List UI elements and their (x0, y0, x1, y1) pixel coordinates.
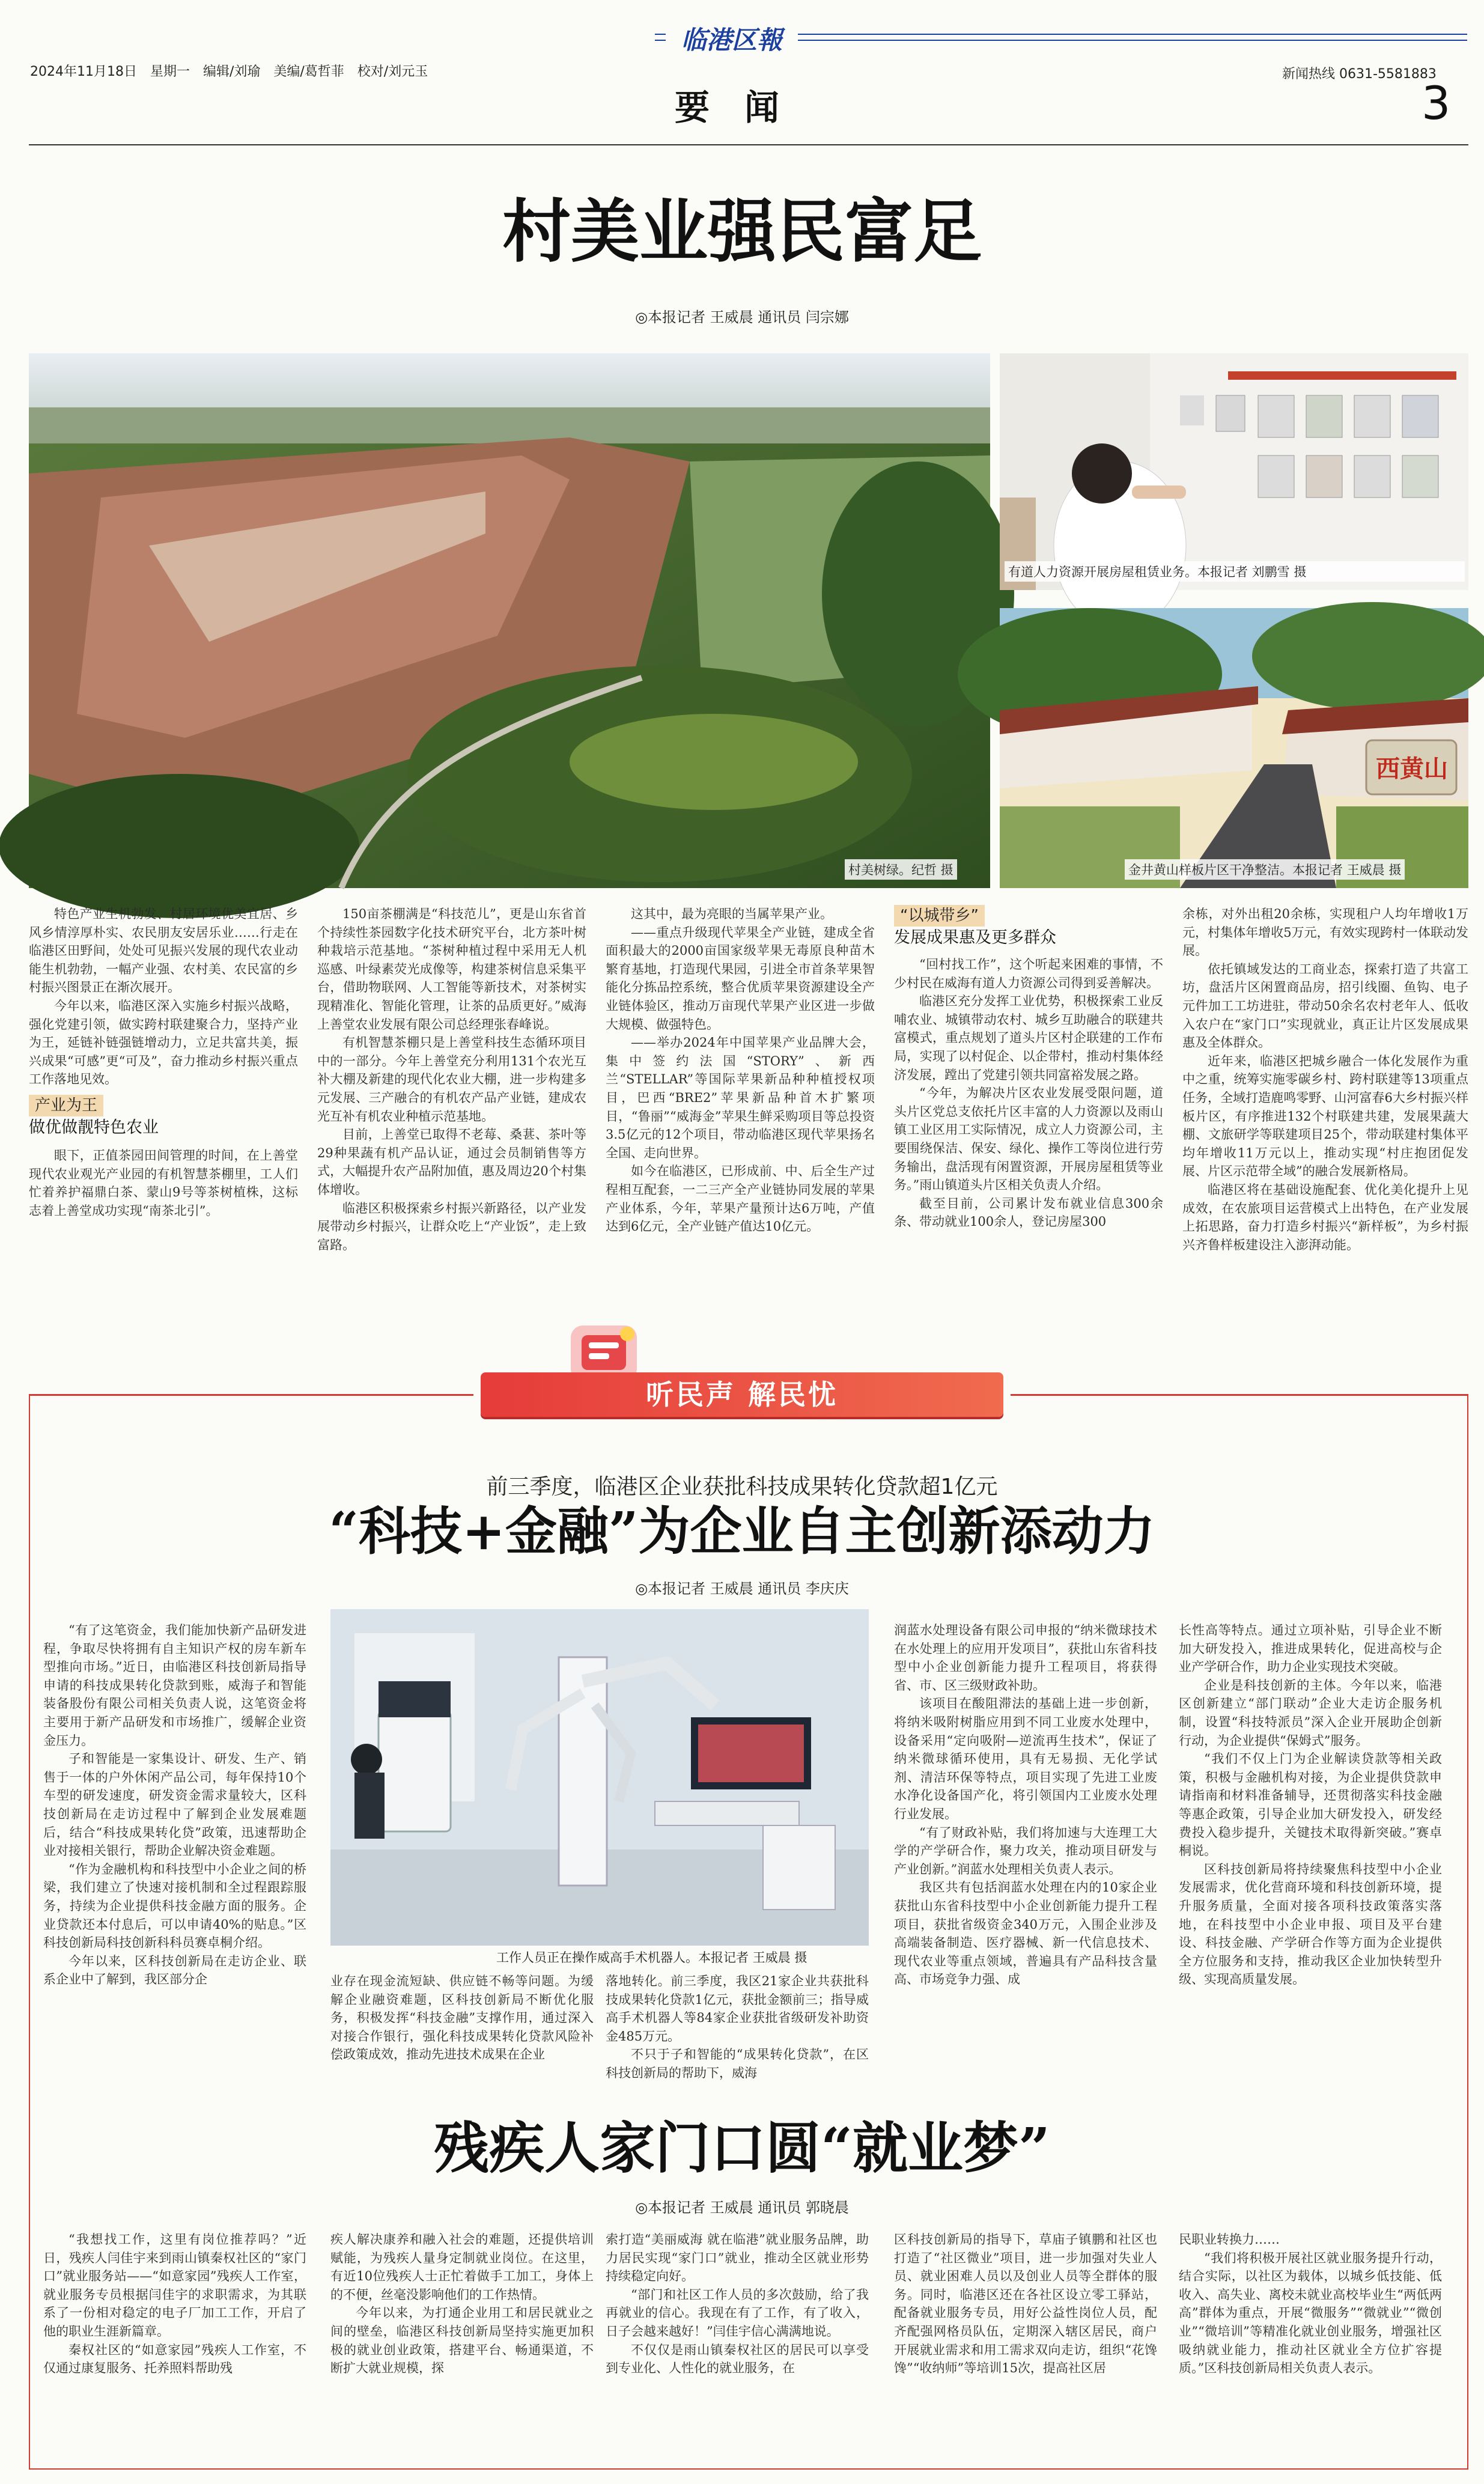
photo-huangshan-caption: 金井黄山样板片区干净整洁。本报记者 王威晨 摄 (1125, 859, 1405, 880)
article2-paragraph: “我们不仅上门为企业解读贷款等相关政策，积极与金融机构对接，为企业提供贷款申请指南和材料准备辅导，还贯彻落实科技金融等惠企政策，引导企业加大研发投入，研发经费投入稳步提升，关键技术取得新突破。”赛卓桐说。 (1179, 1752, 1442, 1858)
article1-paragraph: “回村找工作”，这个听起来困难的事情，不少村民在威海有道人力资源公司得到妥善解决。 (894, 957, 1163, 990)
article2-paragraph: 区科技创新局将持续聚焦科技型中小企业发展需求，优化营商环境和科技创新环境，提升服务质量，全面对接各项科技政策落实落地，在科技型中小企业申报、项目及平台建设、科技金融、产学研合作等方面为企业提供全方位服务和支持，推动我区企业加快转型升级、实现高质量发展。 (1179, 1861, 1442, 1987)
article1-paragraph: 眼下，正值茶园田间管理的时间，在上善堂现代农业观光产业园的有机智慧茶棚里，工人们忙着养护福鼎白茶、蒙山9号等茶树植株，这标志着上善堂成功实现“南茶北引”。 (29, 1148, 298, 1218)
article1-column-5 (1182, 905, 1468, 1374)
banner-divider-left (29, 1394, 473, 1396)
article1-paragraph: 150亩茶棚满是“科技范儿”，更是山东省首个持续性茶园数字化技术研究平台，北方茶叶树种栽培示范基地。“茶树种植过程中采用无人机巡感、叶绿素荧光成像等，构建茶树信息采集平台，借助物联网、人工智能等新技术，对茶树实现精准化、智能化管理，让茶的品质更好。”威海上善堂农业发展有限公司总经理张春峰说。 (317, 907, 586, 1032)
article2-column-3 (606, 1972, 869, 2080)
article3-paragraph: 区科技创新局的指导下，草庙子镇鹏和社区也打造了“社区微业”项目，进一步加强对失业人员、就业困难人员以及创业人员等全群体的服务。同时，临港区还在各社区设立零工驿站，配备就业服务专员，用好公益性岗位人员，配齐配强网格员队伍，定期深入辖区居民，商户开展就业需求和用工需求双向走访，组织“花馋馋”“收纳师”等培训15次，提高社区居 (894, 2232, 1157, 2376)
photo-hr-office-caption: 有道人力资源开展房屋租赁业务。本报记者 刘鹏雪 摄 (1005, 561, 1465, 582)
news-hotline: 新闻热线 0631-5581883 (1282, 67, 1437, 82)
article2-paragraph: 业存在现金流短缺、供应链不畅等问题。为缓解企业融资难题，区科技创新局不断优化服务，积极发挥“科技金融”支撑作用，通过深入对接合作银行，强化科技成果转化贷款风险补偿政策成效，推动先进技术成果在企业 (330, 1974, 594, 2062)
masthead-logo: 临港区報 (666, 20, 798, 54)
photo-surgical-robot-caption: 工作人员正在操作威高手术机器人。本报记者 王威晨 摄 (496, 1950, 807, 1965)
subhead-urban-rural (894, 905, 1163, 949)
photo-surgical-robot (330, 1609, 869, 1946)
article2-column-5 (1179, 1621, 1442, 2038)
article2-paragraph: 落地转化。前三季度，我区21家企业共获批科技成果转化贷款1亿元，获批金额前三；指导威高手术机器人等84家企业获批省级研发补助资金485万元。 (606, 1974, 869, 2044)
article2-byline: ◎本报记者 王威晨 通讯员 李庆庆 (635, 1580, 849, 1597)
article1-column-3 (606, 905, 875, 1374)
article2-paragraph: “有了财政补贴，我们将加速与大连理工大学的产学研合作，聚力攻关，推动项目研发与产业创新。”润蓝水处理相关负责人表示。 (894, 1825, 1157, 1877)
photo-huangshan-village (1000, 608, 1468, 888)
article2-paragraph: 润蓝水处理设备有限公司申报的“纳米微球技术在水处理上的应用开发项目”，获批山东省科技型中小企业创新能力提升工程项目，将获得省、市、区三级财政补助。 (894, 1623, 1157, 1693)
article2-paragraph: 企业是科技创新的主体。今年以来，临港区创新建立“部门联动”企业大走访企服务机制，设置“科技特派员”深入企业开展助企创新行动，为企业提供“保姆式”服务。 (1179, 1678, 1442, 1748)
article3-paragraph: “我们将积极开展社区就业服务提升行动，结合实际，以社区为载体，以城乡低技能、低收入、高失业、离校未就业高校毕业生“两低两高”群体为重点，开展“微服务”“微就业”“微创业”“微培训”等精准化就业创业服务，增强社区吸纳就业能力，推动社区就业全方位扩容提质。”区科技创新局相关负责人表示。 (1179, 2250, 1442, 2376)
article2-column-2 (330, 1972, 594, 2062)
article1-column-2 (317, 905, 586, 1374)
subhead-urban-rural-title: 发展成果惠及更多群众 (894, 928, 1056, 947)
article1-paragraph: ——举办2024年中国苹果产业品牌大会，集中签约法国“STORY”、新西兰“STELLAR”等国际苹果新品种种植授权项目，巴西“BRE2”苹果新品种首木扩繁项目，“鲁丽”“威海金”苹果生鲜采购项目等总投资3.5亿元的12个项目，带动临港区现代苹果扬名全国、走向世界。 (606, 1035, 875, 1160)
header-rule (29, 144, 1468, 145)
article1-column-4 (894, 905, 1163, 1374)
article3-paragraph: 不仅仅是雨山镇秦权社区的居民可以享受到专业化、人性化的就业服务，在 (606, 2342, 869, 2376)
article2-paragraph: 不只于子和智能的“成果转化贷款”，在区科技创新局的帮助下，威海 (606, 2047, 869, 2080)
article3-column-3 (606, 2230, 869, 2465)
article1-paragraph: 临港区将在基础设施配套、优化美化提升上见成效，在农旅项目运营模式上出特色，在产业发展上拓思路，奋力打造乡村振兴“新样板”，为乡村振兴齐鲁样板建设注入澎湃动能。 (1182, 1182, 1468, 1252)
article3-paragraph: “部门和社区工作人员的多次鼓励，给了我再就业的信心。我现在有了工作，有了收入，日子会越来越好！”闫佳宇信心满满地说。 (606, 2287, 869, 2339)
article3-column-2 (330, 2230, 594, 2465)
article2-title: “科技+金融”为企业自主创新添动力 (329, 1501, 1155, 1562)
section-title: 要 闻 (674, 87, 779, 128)
subhead-industry-title: 做优做靓特色农业 (29, 1118, 159, 1137)
subhead-industry-tag: 产业为王 (29, 1095, 103, 1116)
article1-paragraph: 这其中，最为亮眼的当属苹果产业。 (631, 907, 833, 921)
article3-title: 残疾人家门口圆“就业梦” (434, 2116, 1050, 2181)
article1-paragraph: 有机智慧茶棚只是上善堂科技生态循环项目中的一部分。今年上善堂充分利用131个农光互补大棚及新建的现代化农业大棚，进一步构建多元发展、三产融合的有机农产品产业链，建成农光互补有机农业种植示范基地。 (317, 1035, 586, 1124)
photo-village-aerial-caption: 村美树绿。纪哲 摄 (845, 859, 957, 880)
article3-byline: ◎本报记者 王威晨 通讯员 郭晓晨 (635, 2199, 849, 2216)
photo-hr-office (1000, 353, 1468, 590)
date-line: 2024年11月18日 星期一 编辑/刘瑜 美编/葛哲菲 校对/刘元玉 (30, 64, 428, 79)
article1-paragraph: 如今在临港区，已形成前、中、后全生产过程相互配套，一二三产全产业链协同发展的苹果产业体系，今年，苹果产量预计达6万吨，产值达到6亿元，全产业链产值达10亿元。 (606, 1164, 875, 1234)
page-number: 3 (1422, 76, 1451, 130)
article3-paragraph: 疾人解决康养和融入社会的难题，还提供培训赋能，为残疾人量身定制就业岗位。在这里，有近10位残疾人士正忙着做手工加工，身体上的不便，丝毫没影响他们的工作热情。 (330, 2232, 594, 2302)
article1-paragraph: ——重点升级现代苹果全产业链，建成全省面积最大的2000亩国家级苹果无毒原良种苗木繁育基地，打造现代果园，引进全市首条苹果智能化分拣品控系统，整合优质苹果资源建设全产业链体验区，推动万亩现代苹果产业区进一步做大规模、做强特色。 (606, 925, 875, 1032)
article2-paragraph: “作为金融机构和科技型中小企业之间的桥梁，我们建立了快速对接机制和全过程跟踪服务，持续为企业提供科技金融方面的服务。企业贷款还本付息后，可以申请40%的贴息。”区科技创新局科技创新科科员赛卓桐介绍。 (43, 1861, 306, 1950)
article2-paragraph: “有了这笔资金，我们能加快新产品研发进程，争取尽快将拥有自主知识产权的房车新车型推向市场。”近日，由临港区科技创新局指导申请的科技成果转化贷款到账，威海子和智能装备股份有限公司相关负责人说，这笔资金将主要用于新产品研发和市场推广，缓解企业资金压力。 (43, 1623, 306, 1748)
article1-paragraph: 特色产业生机勃发、村居环境优美宜居、乡风乡情淳厚朴实、农民朋友安居乐业……行走在临港区田野间，处处可见振兴发展的现代农业动能生机勃勃，一幅产业强、农村美、农民富的乡村振兴图景正在渐次展开。 (29, 907, 298, 995)
article2-paragraph: 今年以来，区科技创新局在走访企业、联系企业中了解到，我区部分企 (43, 1953, 306, 1987)
article1-paragraph: 今年以来，临港区深入实施乡村振兴战略，强化党建引领，做实跨村联建聚合力，坚持产业为王，延链补链强链增动力，立足共富共美，振兴成果“可感”更“可及”，奋力推动乡村振兴重点工作落地见效。 (29, 998, 298, 1087)
article3-column-1 (43, 2230, 306, 2465)
article3-paragraph: “我想找工作，这里有岗位推荐吗？”近日，残疾人闫佳宇来到雨山镇秦权社区的“家门口”就业服务站——“如意家园”残疾人工作室，就业服务专员根据闫佳宇的求职需求，为其联系了一份相对稳定的电子厂加工工作，开启了他的职业生涯新篇章。 (43, 2232, 306, 2339)
article3-paragraph: 今年以来，为打通企业用工和居民就业之间的壁垒，临港区科技创新局坚持实施更加积极的就业创业政策，搭建平台、畅通渠道，不断扩大就业规模，探 (330, 2306, 594, 2376)
article2-kicker: 前三季度，临港区企业获批科技成果转化贷款超1亿元 (486, 1475, 998, 1499)
article2-paragraph: 我区共有包括润蓝水处理在内的10家企业获批山东省科技型中小企业创新能力提升工程项目，获批省级资金340万元，入围企业涉及高端装备制造、医疗器械、新一代信息技术、现代农业等重点领域，普遍具有产品科技含量高、市场竞争力强、成 (894, 1880, 1157, 1987)
article2-column-1 (43, 1621, 306, 2038)
article1-paragraph: 目前，上善堂已取得不老莓、桑葚、茶叶等29种果蔬有机产品认证，通过会员制销售等方式，大幅提升农产品附加值，惠及周边20个村集体增收。 (317, 1127, 586, 1197)
article1-paragraph: 截至目前，公司累计发布就业信息300余条、带动就业100余人，登记房屋300 (894, 1196, 1163, 1229)
article2-paragraph: 该项目在酸阻滞法的基础上进一步创新，将纳米吸附树脂应用到不同工业废水处理中，设备采用“定向吸附—逆流再生技术”，保证了纳米微球循环使用，具有无易损、无化学试剂、清洁环保等特点，项目实现了先进工业废水净化设备国产化，将引领国内工业废水处理行业发展。 (894, 1696, 1157, 1821)
banner-label: 听民声 解民忧 (645, 1378, 838, 1411)
article3-paragraph: 索打造“美丽威海 就在临港”就业服务品牌，助力居民实现“家门口”就业，推动全区就业形势持续稳定向好。 (606, 2232, 869, 2284)
banner-label-box (481, 1372, 1003, 1417)
article2-column-4 (894, 1621, 1157, 2038)
article1-column-1 (29, 905, 298, 1374)
article1-paragraph: “今年，为解决片区农业发展受限问题，道头片区党总支依托片区丰富的人力资源以及雨山镇工业区用工实际情况，成立人力资源公司，主要围绕保洁、保安、绿化、操作工等岗位进行劳务输出，盘活现有闲置资源，开展房屋租赁等业务。”雨山镇道头片区相关负责人介绍。 (894, 1086, 1163, 1193)
article2-paragraph: 长性高等特点。通过立项补贴，引导企业不断加大研发投入，推进成果转化，促进高校与企业产学研合作，助力企业实现技术突破。 (1179, 1623, 1442, 1675)
article2-paragraph: 子和智能是一家集设计、研发、生产、销售于一体的户外休闲产品公司，每年保持10个车型的研发速度，研发资金需求量较大，区科技创新局在走访过程中了解到企业发展难题后，结合“科技成果转化贷”政策，迅速帮助企业对接相关银行，帮助企业解决资金难题。 (43, 1752, 306, 1858)
banner-divider-right (1011, 1394, 1468, 1396)
subhead-urban-rural-tag: “以城带乡” (894, 905, 985, 927)
article3-paragraph: 秦权社区的“如意家园”残疾人工作室，不仅通过康复服务、托养照料帮助残 (43, 2342, 306, 2376)
article1-paragraph: 依托镇域发达的工商业态，探索打造了共富工坊，盘活片区闲置商品房，招引线圈、鱼钩、电子元件加工工坊进驻，带动50余名农村老年人、低收入农户在“家门口”实现就业，真正让片区发展成果惠及全体群众。 (1182, 961, 1468, 1050)
article1-title: 村美业强民富足 (502, 191, 982, 272)
photo-village-aerial (29, 353, 990, 888)
article1-paragraph: 临港区充分发挥工业优势，积极探索工业反哺农业、城镇带动农村、城乡互助融合的联建共富模式，重点规划了道头片区村企联建的工作布局，实现了以村促企、以企带村，推动村集体经济发展，蹚出了党建引领共同富裕发展之路。 (894, 994, 1163, 1082)
article3-column-4 (894, 2230, 1157, 2465)
article1-paragraph: 临港区积极探索乡村振兴新路径，以产业发展带动乡村振兴，让群众吃上“产业饭”，走上致富路。 (317, 1201, 586, 1252)
huangshan-sign-text: 西黄山 (1376, 755, 1448, 783)
article1-paragraph: 近年来，临港区把城乡融合一体化发展作为重中之重，统筹实施零碳乡村、跨村联建等13项重点任务，全域打造鹿鸣零野、山河富春6大乡村振兴样板片区，有序推进132个村联建共建，发展果蔬大棚、文旅研学等联建项目25个，带动联建村集体平均年增收11万元以上，推动实现“村庄抱团促发展、片区示范带全域”的融合发展新格局。 (1182, 1053, 1468, 1179)
article1-byline: ◎本报记者 王威晨 通讯员 闫宗娜 (635, 309, 849, 326)
article1-paragraph: 余栋，对外出租20余栋，实现租户人均年增收1万元，村集体年增收5万元，有效实现跨村一体联动发展。 (1182, 907, 1468, 958)
article3-column-5 (1179, 2230, 1442, 2465)
subhead-industry (29, 1095, 298, 1139)
article3-paragraph: 民职业转换力…… (1179, 2232, 1280, 2247)
